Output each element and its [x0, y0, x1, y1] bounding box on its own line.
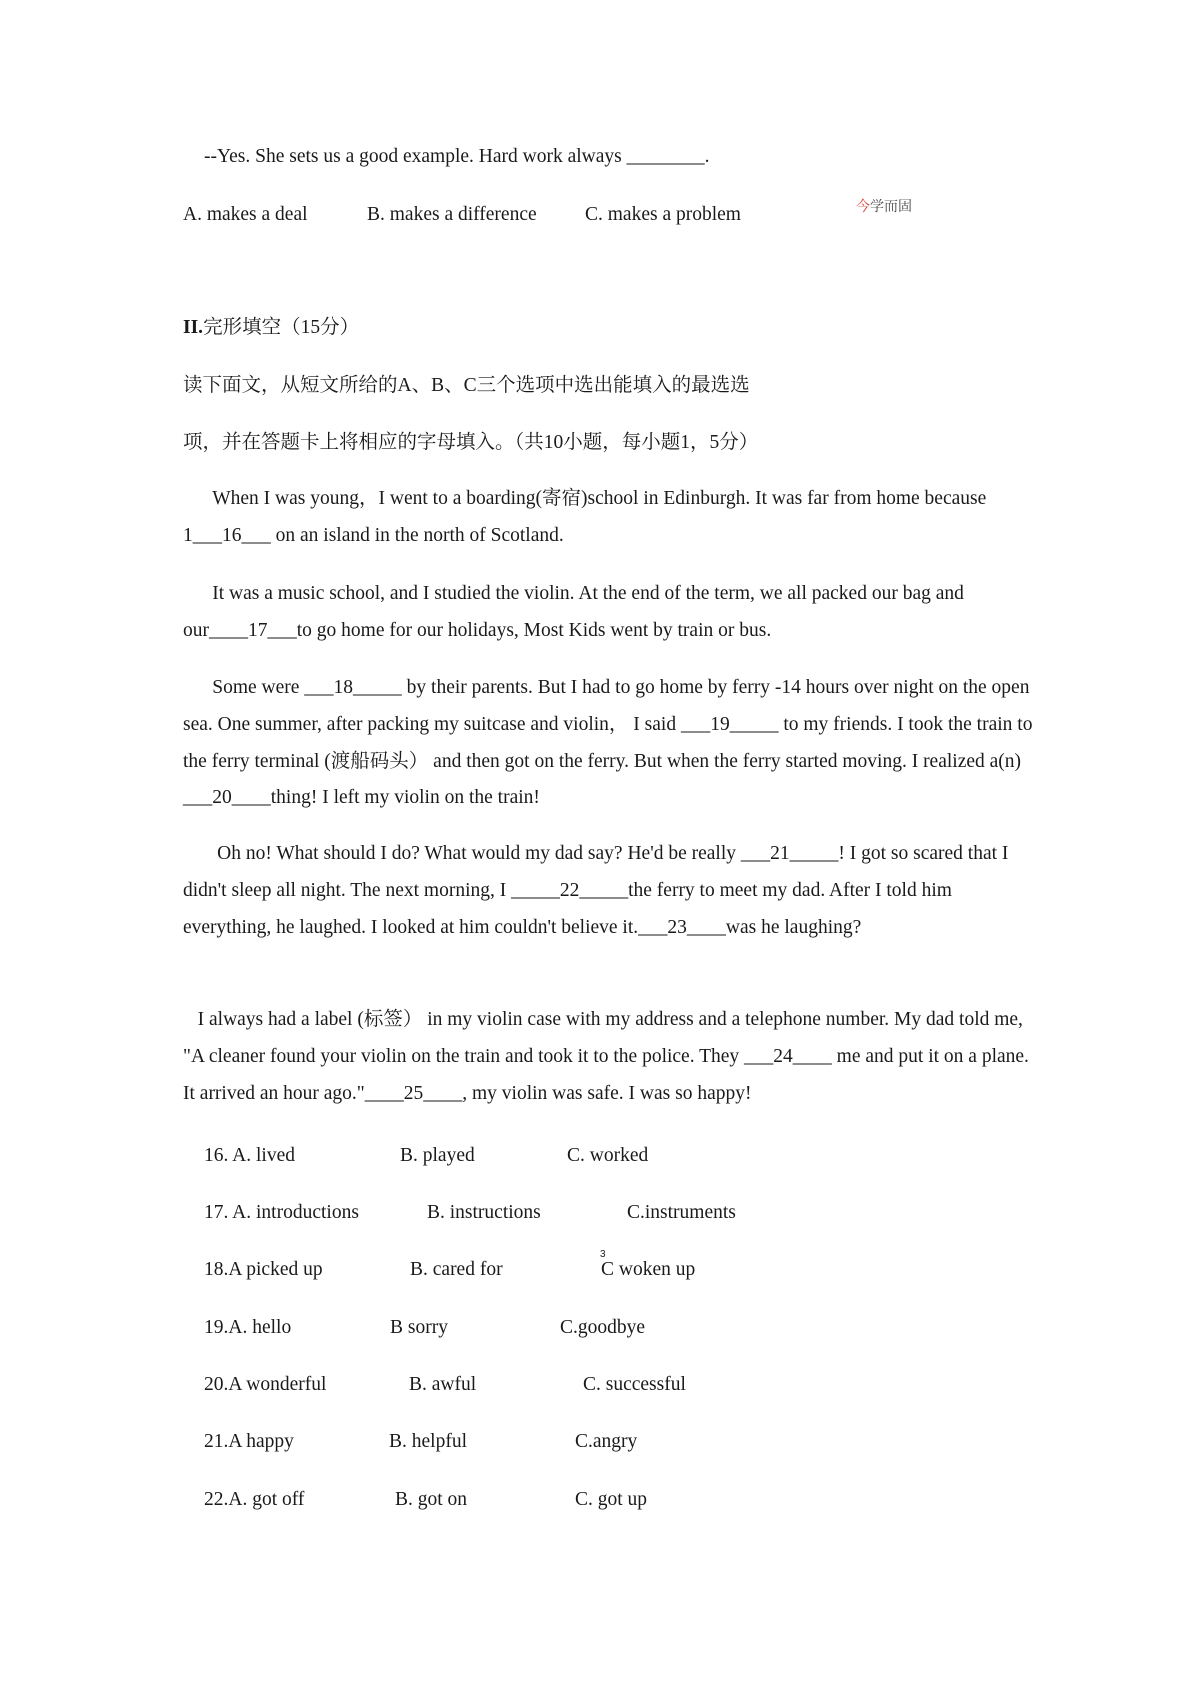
section-number: II.: [183, 317, 204, 338]
question-20-option-a: 20.A wonderful: [204, 1374, 327, 1395]
prev-option-b: B. makes a difference: [367, 204, 537, 225]
passage-paragraph-5: I always had a label (标签） in my violin case with my address and a telephone number. My dad told me, "A cleaner found your violin on the train and took it to the police. They ___24____ me and put it on a plane. It arrived an hour ago."____25____, my violin was safe. I was so happy!: [183, 1009, 1029, 1104]
passage-paragraph-4: Oh no! What should I do? What would my dad say? He'd be really ___21_____! I got so scared that I didn't sleep all night. The next morning, I _____22_____the ferry to meet my dad. After I told him everything, he laughed. I looked at him couldn't believe it.___23____was he laughing?: [183, 843, 1009, 938]
question-16-option-b: B. played: [400, 1145, 475, 1166]
passage-paragraph-3: Some were ___18_____ by their parents. But I had to go home by ferry -14 hours over night on the open sea. One summer, after packing my suitcase and violin， I said ___19_____ to my friends. I took the train to the ferry terminal (渡船码头） and then got on the ferry. But when the ferry started moving. I realized a(n) ___20____thing! I left my violin on the train!: [183, 677, 1033, 809]
section-instruction-2: 项，并在答题卡上将相应的字母填入。（共10小题，每小题1，5分）: [183, 432, 759, 453]
question-17-option-b: B. instructions: [427, 1202, 541, 1223]
question-16-option-a: 16. A. lived: [204, 1145, 295, 1166]
question-22-option-c: C. got up: [575, 1489, 648, 1510]
question-18-option-a: 18.A picked up: [204, 1259, 323, 1280]
question-18-option-b: B. cared for: [410, 1259, 503, 1280]
section-instruction-1: 读下面文，从短文所给的A、B、C三个选项中选出能填入的最选选: [183, 375, 750, 396]
prev-option-c: C. makes a problem: [585, 204, 741, 225]
question-20-option-b: B. awful: [409, 1374, 477, 1395]
question-18-option-c: C woken up: [601, 1259, 696, 1280]
question-21-option-c: C.angry: [575, 1431, 638, 1452]
question-19-option-c: C.goodbye: [560, 1317, 646, 1338]
prev-question-answer: --Yes. She sets us a good example. Hard work always ________.: [204, 146, 710, 167]
question-17-option-a: 17. A. introductions: [204, 1202, 359, 1223]
stamp-rest: 学而固: [870, 199, 912, 215]
question-21-option-a: 21.A happy: [204, 1431, 294, 1452]
question-19-option-a: 19.A. hello: [204, 1317, 292, 1338]
question-22-option-a: 22.A. got off: [204, 1489, 305, 1510]
section-title: 完形填空（15分）: [203, 317, 360, 338]
passage-paragraph-1: When I was young，I went to a boarding(寄宿)school in Edinburgh. It was far from home because 1___16___ on an island in the north of Scotland.: [183, 488, 987, 546]
question-22-option-b: B. got on: [395, 1489, 468, 1510]
section-heading: [183, 315, 359, 341]
page-number: 3: [600, 1249, 606, 1260]
question-21-option-b: B. helpful: [389, 1431, 467, 1452]
question-17-option-c: C.instruments: [627, 1202, 736, 1223]
passage-paragraph-2: It was a music school, and I studied the violin. At the end of the term, we all packed our bag and our____17___to go home for our holidays, Most Kids went by train or bus.: [183, 583, 964, 641]
question-19-option-b: B sorry: [390, 1317, 448, 1338]
question-20-option-c: C. successful: [583, 1374, 686, 1395]
watermark-stamp: [856, 196, 912, 216]
prev-option-a: A. makes a deal: [183, 204, 308, 225]
stamp-first-char: 今: [856, 199, 870, 215]
question-16-option-c: C. worked: [567, 1145, 649, 1166]
